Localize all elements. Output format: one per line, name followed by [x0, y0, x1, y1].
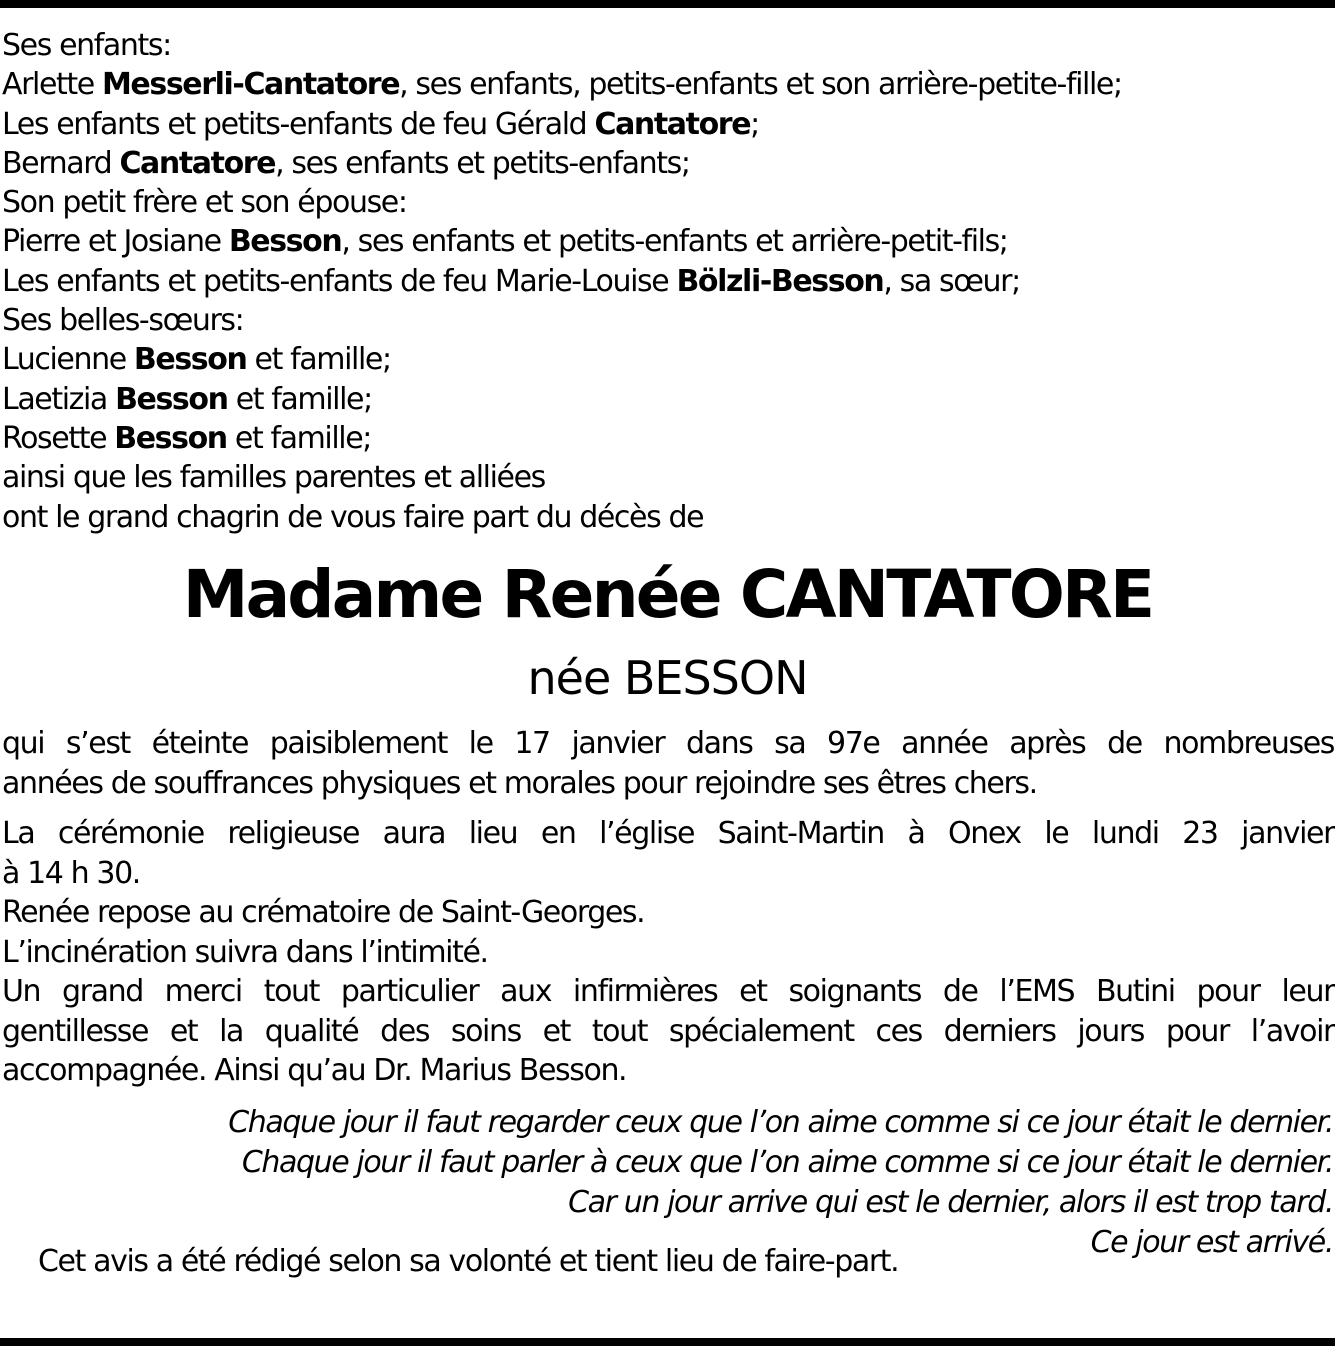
text-line: Un grand merci tout particulier aux infirmières et soignants de l’EMS Butini pour leur: [2, 974, 1334, 1009]
family-line: Les enfants et petits-enfants de feu Gérald Cantatore;: [2, 106, 759, 142]
quote-line: Car un jour arrive qui est le dernier, alors il est trop tard.: [568, 1185, 1333, 1220]
closing-note: Cet avis a été rédigé selon sa volonté et tient lieu de faire-part.: [38, 1244, 899, 1279]
family-line: ainsi que les familles parentes et alliées: [2, 460, 545, 496]
quote-line: Ce jour est arrivé.: [1090, 1225, 1333, 1260]
family-line: Rosette Besson et famille;: [2, 420, 371, 456]
text-line: années de souffrances physiques et morales pour rejoindre ses êtres chers.: [2, 765, 1037, 801]
text-line: L’incinération suivra dans l’intimité.: [2, 934, 488, 970]
bottom-rule: [0, 1338, 1335, 1346]
family-line: ont le grand chagrin de vous faire part du décès de: [2, 499, 704, 535]
family-line: Ses belles-sœurs:: [2, 303, 244, 339]
text-line: à 14 h 30.: [2, 855, 140, 891]
family-line: Laetizia Besson et famille;: [2, 381, 372, 417]
ceremony-paragraph: [2, 814, 1334, 893]
text-line: accompagnée. Ainsi qu’au Dr. Marius Besson.: [2, 1053, 627, 1088]
text-line: Renée repose au crématoire de Saint-Georges.: [2, 895, 645, 930]
quote: [33, 1103, 1333, 1263]
text-line: La cérémonie religieuse aura lieu en l’église Saint-Martin à Onex le lundi 23 janvier: [2, 816, 1334, 851]
deceased-name: Madame Renée CANTATORE: [182, 556, 1153, 633]
family-list: [2, 26, 1334, 537]
top-rule: [0, 0, 1335, 8]
family-line: Arlette Messerli-Cantatore, ses enfants, petits-enfants et son arrière-petite-fille;: [2, 67, 1122, 103]
family-line: Les enfants et petits-enfants de feu Marie-Louise Bölzli-Besson, sa sœur;: [2, 263, 1020, 299]
death-paragraph: [2, 724, 1334, 803]
family-line: Son petit frère et son épouse:: [2, 185, 407, 221]
crematorium-paragraph: [2, 893, 1334, 972]
quote-line: Chaque jour il faut regarder ceux que l’on aime comme si ce jour était le dernier.: [228, 1105, 1333, 1140]
family-line: Pierre et Josiane Besson, ses enfants et petits-enfants et arrière-petit-fils;: [2, 224, 1008, 260]
family-line: Lucienne Besson et famille;: [2, 342, 391, 378]
thanks-paragraph: [2, 972, 1334, 1091]
text-line: gentillesse et la qualité des soins et tout spécialement ces derniers jours pour l’avoir: [2, 1013, 1334, 1049]
text-line: qui s’est éteinte paisiblement le 17 janvier dans sa 97e année après de nombreuses: [2, 726, 1334, 761]
family-line: Ses enfants:: [2, 28, 171, 63]
maiden-name: née BESSON: [527, 651, 808, 705]
quote-line: Chaque jour il faut parler à ceux que l’on aime comme si ce jour était le dernier.: [241, 1145, 1333, 1180]
family-line: Bernard Cantatore, ses enfants et petits-enfants;: [2, 145, 690, 181]
